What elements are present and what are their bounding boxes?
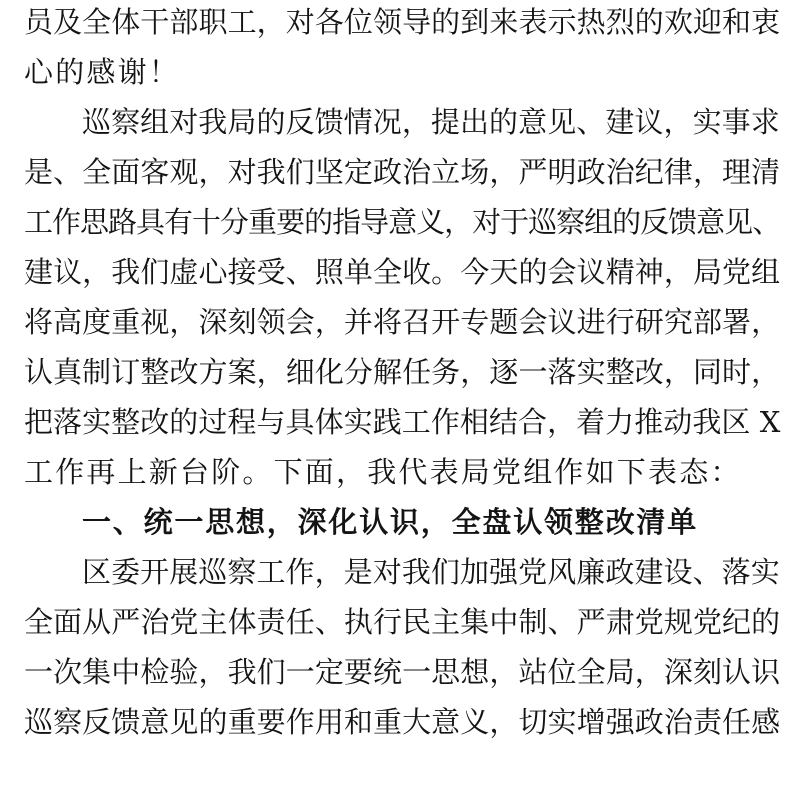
paragraph-line: 将高度重视，深刻领会，并将召开专题会议进行研究部署， — [24, 305, 781, 339]
paragraph-line: 工作思路具有十分重要的指导意义，对于巡察组的反馈意见、 — [24, 205, 781, 239]
paragraph-line: 巡察组对我局的反馈情况，提出的意见、建议，实事求 — [82, 105, 780, 139]
paragraph-line: 一次集中检验，我们一定要统一思想，站位全局，深刻认识 — [24, 655, 781, 689]
section-heading: 一、统一思想，深化认识，全盘认领整改清单 — [82, 505, 699, 539]
paragraph-line: 是、全面客观，对我们坚定政治立场，严明政治纪律，理清 — [24, 155, 781, 189]
paragraph-line: 心的感谢！ — [24, 55, 181, 89]
paragraph-line: 把落实整改的过程与具体实践工作相结合，着力推动我区 X — [24, 405, 781, 439]
paragraph-line: 工作再上新台阶。下面，我代表局党组作如下表态： — [24, 455, 742, 489]
paragraph-line: 员及全体干部职工，对各位领导的到来表示热烈的欢迎和衷 — [24, 5, 781, 39]
paragraph-line: 建议，我们虚心接受、照单全收。今天的会议精神，局党组 — [24, 255, 781, 289]
paragraph-line: 认真制订整改方案，细化分解任务，逐一落实整改，同时， — [24, 355, 781, 389]
paragraph-line: 全面从严治党主体责任、执行民主集中制、严肃党规党纪的 — [24, 605, 781, 639]
paragraph-line: 巡察反馈意见的重要作用和重大意义，切实增强政治责任感 — [24, 705, 781, 739]
paragraph-line: 区委开展巡察工作，是对我们加强党风廉政建设、落实 — [82, 555, 780, 589]
